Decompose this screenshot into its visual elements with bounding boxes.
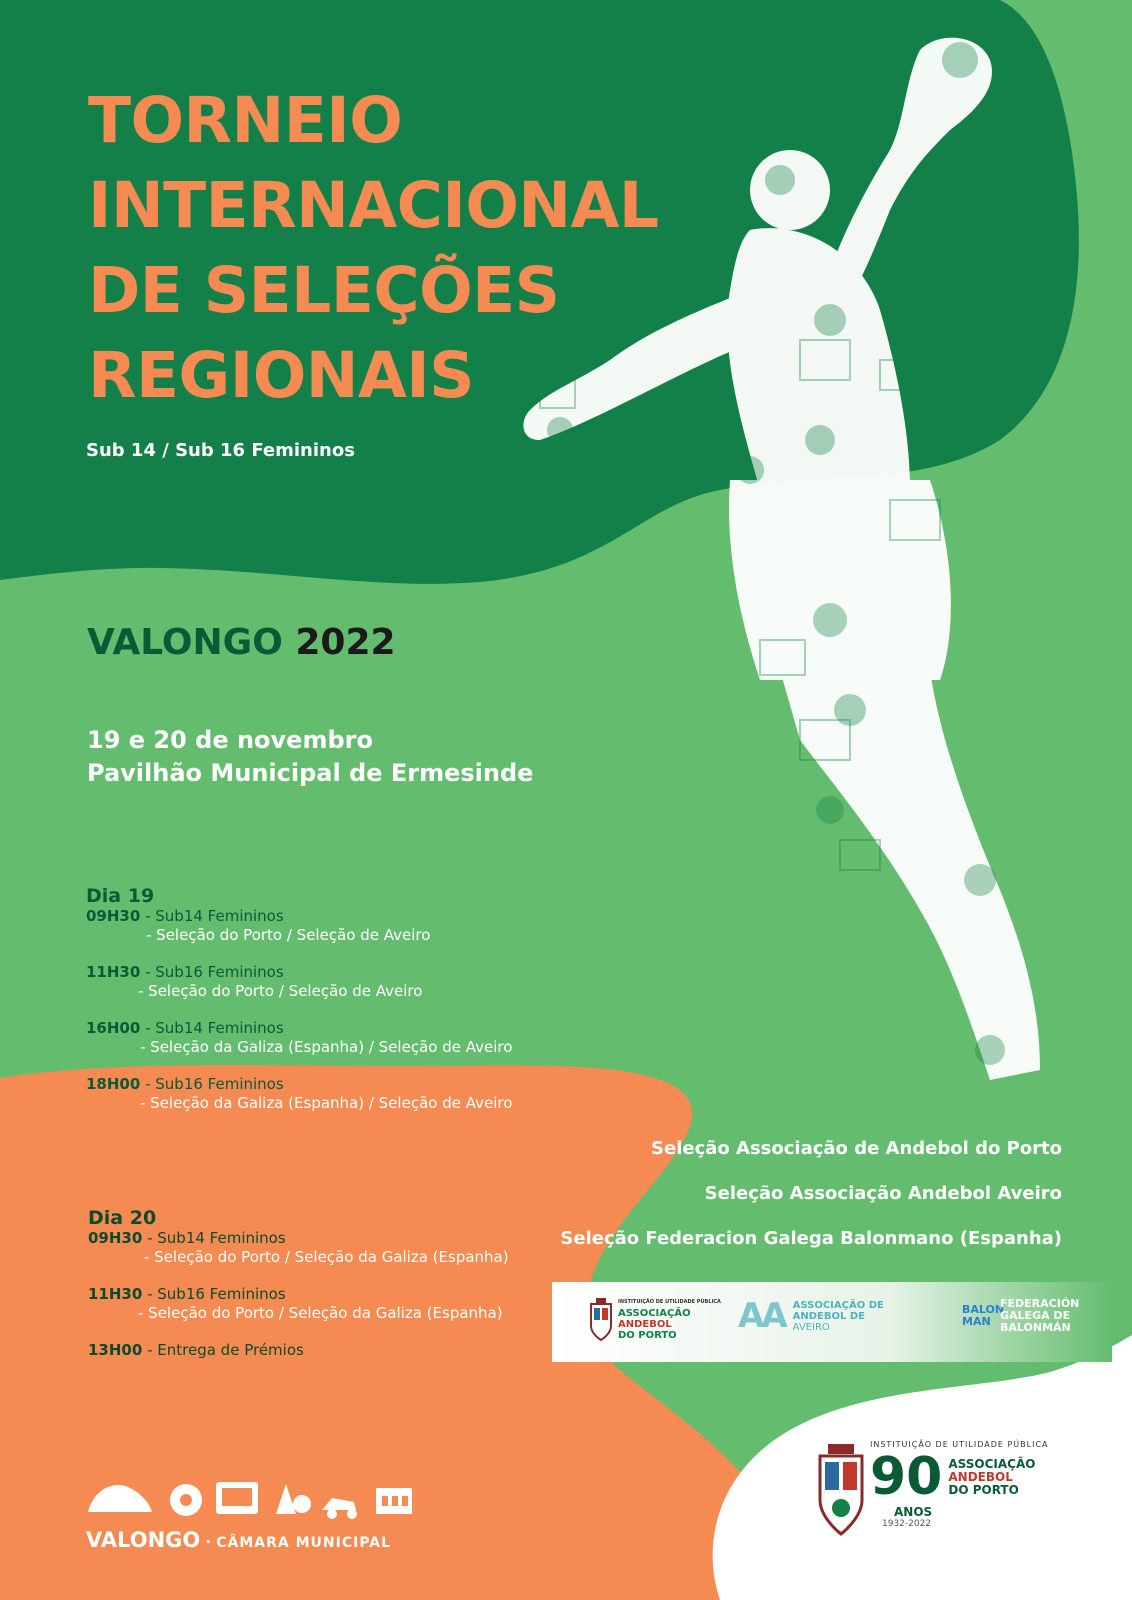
event-match: - Seleção do Porto / Seleção de Aveiro	[146, 926, 431, 944]
event-category: Sub14 Femininos	[157, 1229, 286, 1247]
logo-line: ASSOCIAÇÃO	[618, 1308, 691, 1319]
city-name: VALONGO	[87, 622, 283, 663]
anniversary-years: 1932-2022	[882, 1519, 932, 1529]
schedule-event: 09H30 - Sub14 Femininos - Seleção do Porto / Seleção de Aveiro	[86, 907, 512, 944]
team-galega: Seleção Federacion Galega Balonmano (Espanha)	[560, 1228, 1062, 1249]
event-date: 19 e 20 de novembro	[87, 726, 373, 754]
logo-line: ASSOCIAÇÃO DE	[792, 1299, 884, 1311]
awards-event: 13H00 - Entrega de Prémios	[88, 1341, 304, 1359]
crest-icon	[588, 1296, 614, 1342]
event-match: - Seleção da Galiza (Espanha) / Seleção de Aveiro	[140, 1094, 513, 1112]
event-category: Sub16 Femininos	[155, 963, 284, 981]
logo-valongo: VALONGO · CÂMARA MUNICIPAL	[86, 1474, 416, 1552]
valongo-sub: CÂMARA MUNICIPAL	[216, 1535, 392, 1551]
schedule-event: 09H30 - Sub14 Femininos - Seleção do Porto / Seleção da Galiza (Espanha)	[88, 1229, 509, 1266]
team-porto: Seleção Associação de Andebol do Porto	[651, 1138, 1062, 1159]
crest-icon	[816, 1440, 866, 1540]
sponsor-logo-strip	[552, 1282, 1112, 1362]
awards-label: Entrega de Prémios	[157, 1341, 304, 1359]
logo-line: AVEIRO	[792, 1321, 830, 1333]
schedule-event: 18H00 - Sub16 Femininos - Seleção da Galiza (Espanha) / Seleção de Aveiro	[86, 1075, 513, 1112]
event-time: 16H00	[86, 1019, 141, 1037]
team-aveiro: Seleção Associação Andebol Aveiro	[704, 1183, 1062, 1204]
logo-andebol-porto	[588, 1296, 721, 1342]
schedule-day-20	[88, 1207, 509, 1359]
event-category: Sub16 Femininos	[155, 1075, 284, 1093]
date-venue	[87, 724, 533, 790]
title-line: INTERNACIONAL	[88, 169, 659, 242]
logo-line: ASSOCIAÇÃO	[948, 1456, 1036, 1471]
event-time: 09H30	[86, 907, 141, 925]
city-year	[87, 622, 396, 663]
logo-line: FEDERACIÓN	[1000, 1297, 1080, 1310]
event-time: 09H30	[88, 1229, 143, 1247]
event-subtitle: Sub 14 / Sub 16 Femininos	[86, 440, 355, 461]
event-time: 13H00	[88, 1341, 143, 1359]
anniversary-number: 90	[870, 1447, 943, 1507]
logo-federacion-galega	[962, 1298, 1079, 1334]
logo-line: ANDEBOL	[618, 1319, 672, 1330]
event-time: 11H30	[86, 963, 141, 981]
event-match: - Seleção da Galiza (Espanha) / Seleção de Aveiro	[140, 1038, 513, 1056]
logo-line: DO PORTO	[948, 1482, 1019, 1497]
balonman-mark-icon: BALON MAN	[962, 1303, 1005, 1328]
day-label: Dia 19	[86, 885, 155, 907]
valongo-symbols-icon	[86, 1474, 416, 1522]
logo-top-text: INSTITUIÇÃO DE UTILIDADE PÚBLICA	[870, 1440, 1049, 1449]
schedule-event: 11H30 - Sub16 Femininos - Seleção do Porto / Seleção de Aveiro	[86, 963, 512, 1000]
event-match: - Seleção do Porto / Seleção da Galiza (Espanha)	[144, 1248, 509, 1266]
logo-line: BALONMÁN	[1000, 1321, 1071, 1334]
title-line: TORNEIO	[88, 84, 403, 157]
logo-anniversary	[816, 1440, 1049, 1540]
event-venue: Pavilhão Municipal de Ermesinde	[87, 759, 534, 787]
event-time: 11H30	[88, 1285, 143, 1303]
title-line: REGIONAIS	[88, 339, 475, 412]
event-title	[88, 78, 728, 418]
event-time: 18H00	[86, 1075, 141, 1093]
event-match: - Seleção do Porto / Seleção de Aveiro	[138, 982, 423, 1000]
logo-line: DO PORTO	[618, 1330, 677, 1341]
event-category: Sub16 Femininos	[157, 1285, 286, 1303]
anniversary-anos: ANOS	[894, 1505, 933, 1519]
event-category: Sub14 Femininos	[155, 907, 284, 925]
aveiro-mark-icon: AA	[738, 1296, 785, 1336]
logo-line: ANDEBOL	[948, 1469, 1013, 1484]
day-label: Dia 20	[88, 1207, 157, 1229]
logo-top-text: INSTITUIÇÃO DE UTILIDADE PÚBLICA	[618, 1299, 721, 1305]
schedule-event: 11H30 - Sub16 Femininos - Seleção do Porto / Seleção da Galiza (Espanha)	[88, 1285, 509, 1322]
event-category: Sub14 Femininos	[155, 1019, 284, 1037]
valongo-name: VALONGO	[86, 1528, 201, 1552]
logo-line: ANDEBOL DE	[792, 1310, 865, 1322]
title-line: DE SELEÇÕES	[88, 254, 560, 327]
event-match: - Seleção do Porto / Seleção da Galiza (Espanha)	[138, 1304, 503, 1322]
event-year: 2022	[295, 622, 396, 663]
schedule-event: 16H00 - Sub14 Femininos - Seleção da Galiza (Espanha) / Seleção de Aveiro	[86, 1019, 513, 1056]
logo-andebol-aveiro	[738, 1296, 884, 1336]
schedule-day-19	[86, 885, 512, 1112]
logo-line: GALEGA DE	[1000, 1309, 1071, 1322]
